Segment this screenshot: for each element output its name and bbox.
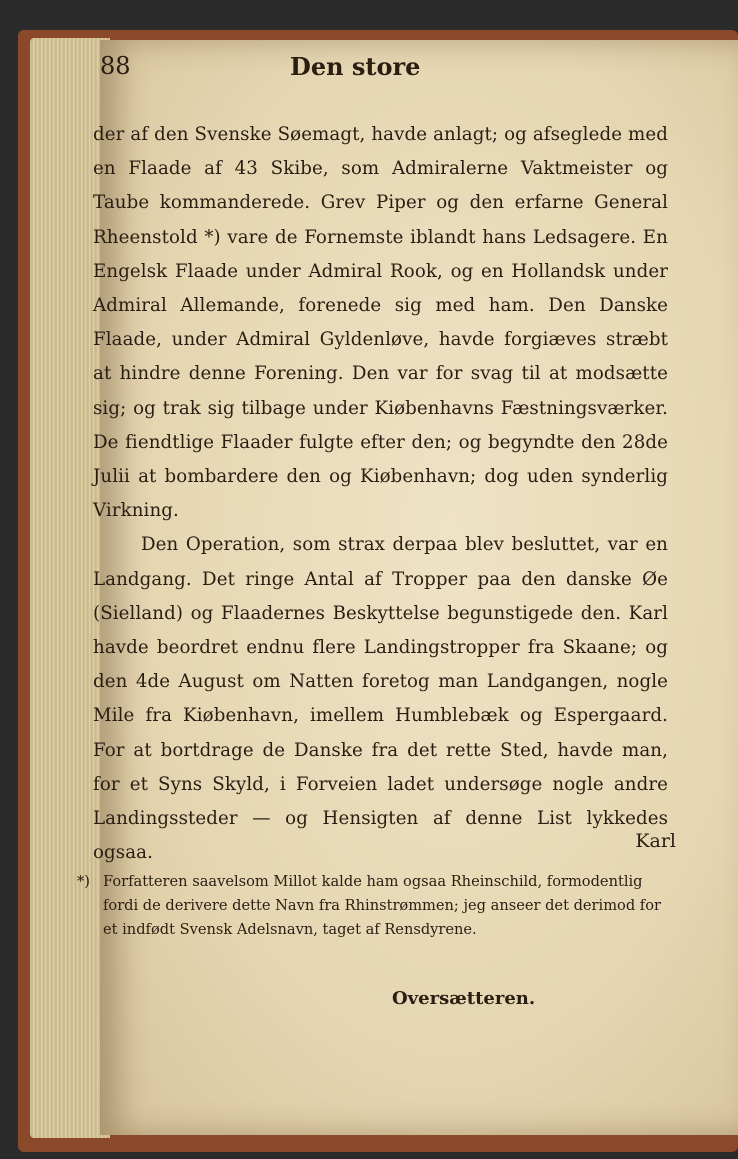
- translator-signature: Oversætteren.: [392, 988, 536, 1009]
- catchword: Karl: [635, 830, 676, 852]
- footnote: [77, 870, 668, 942]
- paragraph: Den Operation, som strax derpaa blev besluttet, var en Landgang. Det ringe Antal af Tropper paa den danske Øe (Sielland) og Flaadernes Beskyttelse begunstigede den. Karl havde beordret endnu flere Landingstropper fra Skaane; og den 4de August om Natten foretog man Landgangen, nogle Mile fra Kiøbenhavn, imellem Humblebæk og Espergaard. For at bortdrage de Danske fra det rette Sted, havde man, for et Syns Skyld, i Forveien ladet undersøge nogle andre Landingssteder — og Hensigten af denne List lykkedes ogsaa.: [93, 534, 668, 864]
- page-number: 88: [100, 52, 131, 80]
- running-head: Den store: [290, 52, 421, 81]
- page-header: [100, 52, 640, 92]
- paragraph: der af den Svenske Søemagt, havde anlagt; og afseglede med en Flaade af 43 Skibe, som Admiralerne Vaktmeister og Taube kommanderede. Grev Piper og den erfarne General Rheenstold *) vare de Fornemste iblandt hans Ledsagere. En Engelsk Flaade under Admiral Rook, og en Hollandsk under Admiral Allemande, forenede sig med ham. Den Danske Flaade, under Admiral Gyldenløve, havde forgiæves stræbt at hindre denne Forening. Den var for svag til at modsætte sig; og trak sig tilbage under Kiøbenhavns Fæstningsværker. De fiendtlige Flaader fulgte efter den; og begyndte den 28de Julii at bombardere den og Kiøbenhavn; dog uden synderlig Virkning.: [93, 124, 668, 522]
- footnote-text: Forfatteren saavelsom Millot kalde ham ogsaa Rheinschild, formodentlig fordi de derivere dette Navn fra Rhinstrømmen; jeg anseer det derimod for et indfødt Svensk Adelsnavn, taget af Rensdyrene.: [103, 873, 661, 938]
- main-text: [93, 118, 668, 870]
- footnote-mark: *): [77, 873, 90, 890]
